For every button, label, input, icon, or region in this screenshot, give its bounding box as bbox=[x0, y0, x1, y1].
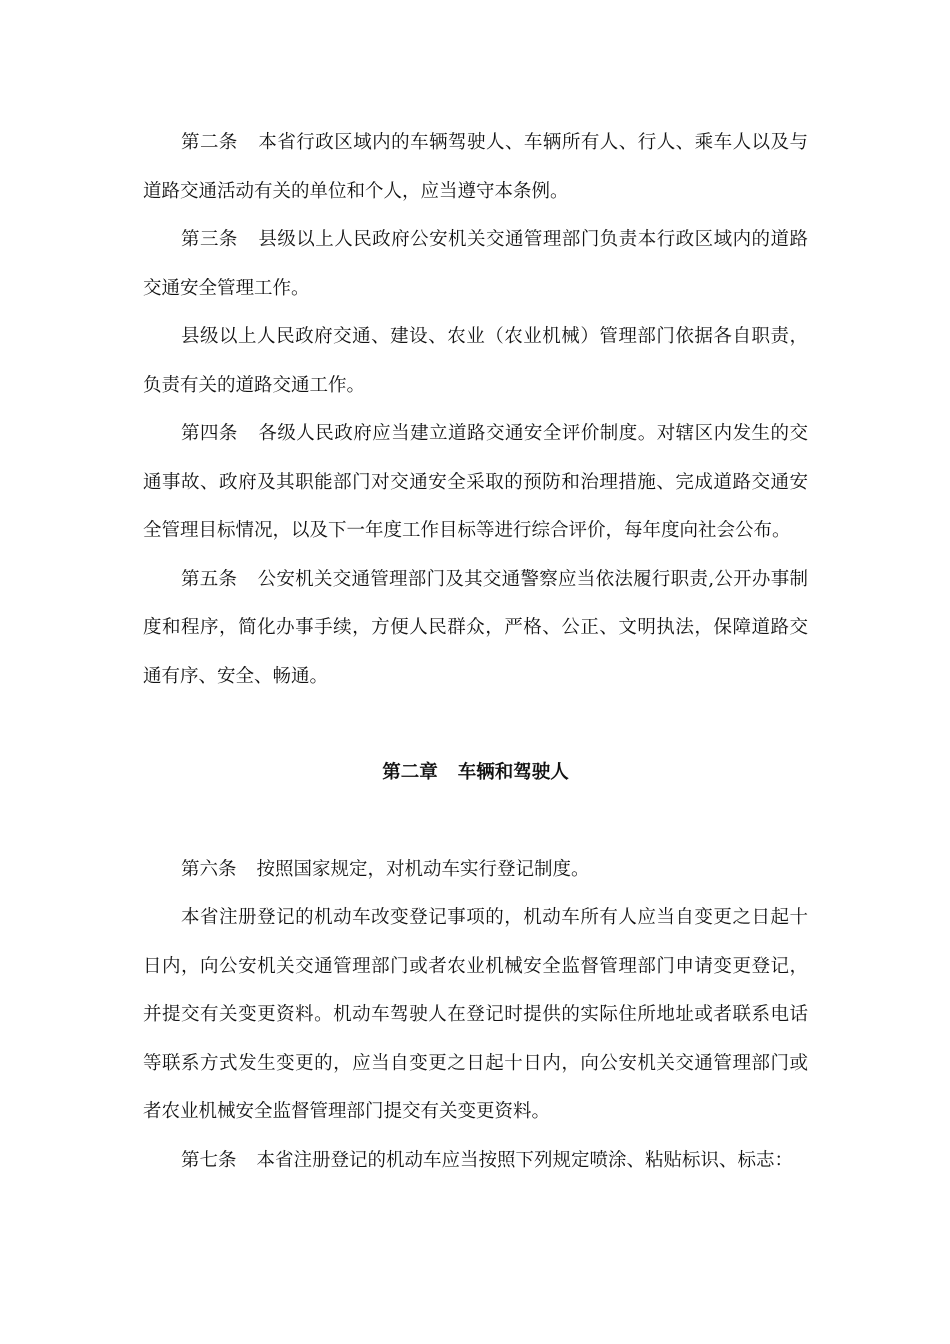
article-text: 按照国家规定，对机动车实行登记制度。 bbox=[256, 858, 590, 880]
article-label: 第五条 bbox=[181, 568, 238, 590]
article-text: 公安机关交通管理部门及其交通警察应当依法履行职责,公开办事制度和程序，简化办事手续，方便人民群众，严格、公正、文明执法，保障道路交通有序、安全、畅通。 bbox=[143, 568, 808, 687]
article-6-paragraph-2 bbox=[143, 894, 808, 1137]
article-label: 第二条 bbox=[181, 132, 238, 153]
paragraph-text: 县级以上人民政府交通、建设、农业（农业机械）管理部门依据各自职责，负责有关的道路交通工作。 bbox=[143, 326, 808, 396]
article-4 bbox=[143, 410, 808, 556]
article-3 bbox=[143, 216, 808, 313]
article-text: 本省注册登记的机动车应当按照下列规定喷涂、粘贴标识、标志： bbox=[256, 1149, 794, 1171]
chapter-heading bbox=[143, 701, 808, 846]
chapter-number: 第二章 bbox=[382, 762, 438, 783]
article-2 bbox=[143, 119, 808, 216]
article-5 bbox=[143, 556, 808, 702]
article-label: 第四条 bbox=[181, 423, 238, 444]
article-label: 第七条 bbox=[181, 1149, 237, 1171]
article-6 bbox=[143, 846, 808, 895]
article-text: 县级以上人民政府公安机关交通管理部门负责本行政区域内的道路交通安全管理工作。 bbox=[143, 229, 808, 299]
article-7 bbox=[143, 1137, 808, 1186]
document-body bbox=[143, 119, 808, 1185]
article-text: 本省行政区域内的车辆驾驶人、车辆所有人、行人、乘车人以及与道路交通活动有关的单位和个人，应当遵守本条例。 bbox=[143, 132, 808, 202]
article-label: 第六条 bbox=[181, 858, 237, 880]
paragraph-text: 本省注册登记的机动车改变登记事项的，机动车所有人应当自变更之日起十日内，向公安机关交通管理部门或者农业机械安全监督管理部门申请变更登记，并提交有关变更资料。机动车驾驶人在登记时提供的实际住所地址或者联系电话等联系方式发生变更的，应当自变更之日起十日内，向公安机关交通管理部门或者农业机械安全监督管理部门提交有关变更资料。 bbox=[143, 907, 808, 1122]
article-label: 第三条 bbox=[181, 229, 238, 250]
chapter-title: 车辆和驾驶人 bbox=[457, 762, 569, 783]
article-text: 各级人民政府应当建立道路交通安全评价制度。对辖区内发生的交通事故、政府及其职能部门对交通安全采取的预防和治理措施、完成道路交通安全管理目标情况，以及下一年度工作目标等进行综合评价，每年度向社会公布。 bbox=[143, 423, 808, 541]
article-3-paragraph-2 bbox=[143, 313, 808, 410]
